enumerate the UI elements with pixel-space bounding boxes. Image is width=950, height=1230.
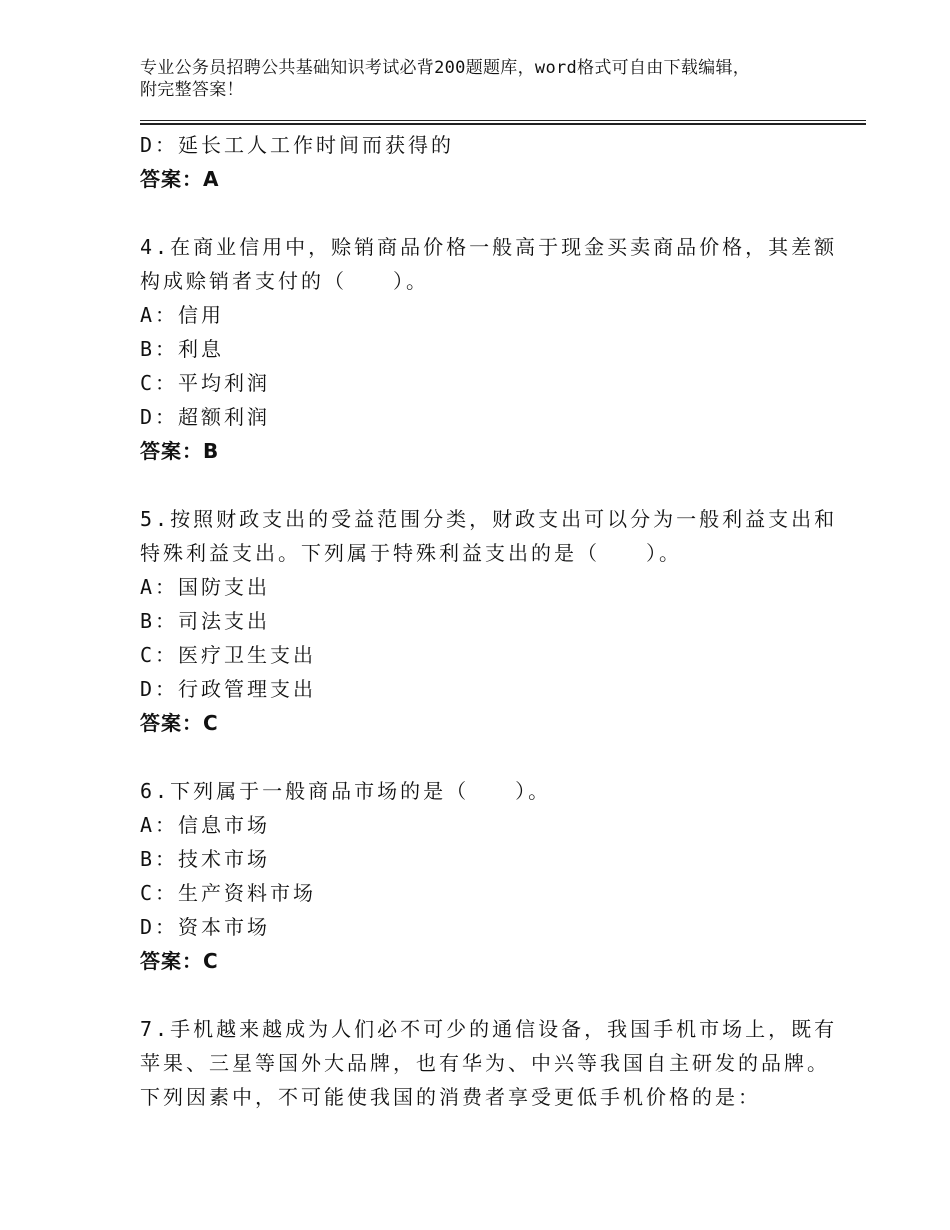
q6-option-d: D：资本市场 [140,915,271,939]
q5-stem-line-2: 特殊利益支出。下列属于特殊利益支出的是（ ）。 [140,541,682,565]
q4-option-a: A：信用 [140,303,225,327]
q4-option-d: D：超额利润 [140,405,271,429]
question-6 [140,774,820,978]
header-title-line-2: 附完整答案！ [140,80,244,100]
q3-option-d: D：延长工人工作时间而获得的 [140,133,455,157]
question-5 [140,502,838,740]
question-content [140,128,838,1114]
q7-stem-line-2: 苹果、三星等国外大品牌，也有华为、中兴等我国自主研发的品牌。 [140,1051,830,1075]
question-4 [140,230,838,468]
q4-option-c: C：平均利润 [140,371,271,395]
spacer [140,978,820,1012]
q4-stem-line-2: 构成赊销者支付的（ ）。 [140,269,429,293]
q6-stem-line-1: 6.下列属于一般商品市场的是（ ）。 [140,779,552,803]
q4-option-b: B：利息 [140,337,225,361]
q3-answer: 答案：A [140,167,220,191]
q7-stem-line-1: 7.手机越来越成为人们必不可少的通信设备，我国手机市场上，既有 [140,1017,838,1041]
q5-option-c: C：医疗卫生支出 [140,643,317,667]
header-divider [140,120,866,125]
question-7 [140,1012,838,1114]
q5-answer: 答案：C [140,711,219,735]
q6-answer: 答案：C [140,949,219,973]
q7-stem-line-3: 下列因素中，不可能使我国的消费者享受更低手机价格的是： [140,1085,761,1109]
q5-option-b: B：司法支出 [140,609,271,633]
q6-option-c: C：生产资料市场 [140,881,317,905]
q5-option-a: A：国防支出 [140,575,271,599]
q6-option-b: B：技术市场 [140,847,271,871]
spacer [140,196,820,230]
header-title-line-1: 专业公务员招聘公共基础知识考试必背200题题库，word格式可自由下载编辑， [140,58,751,78]
spacer [140,468,820,502]
spacer [140,740,820,774]
q4-answer: 答案：B [140,439,220,463]
page-header [140,57,860,101]
q4-stem-line-1: 4.在商业信用中，赊销商品价格一般高于现金买卖商品价格，其差额 [140,235,838,259]
q5-stem-line-1: 5.按照财政支出的受益范围分类，财政支出可以分为一般利益支出和 [140,507,838,531]
q5-option-d: D：行政管理支出 [140,677,317,701]
q6-option-a: A：信息市场 [140,813,271,837]
